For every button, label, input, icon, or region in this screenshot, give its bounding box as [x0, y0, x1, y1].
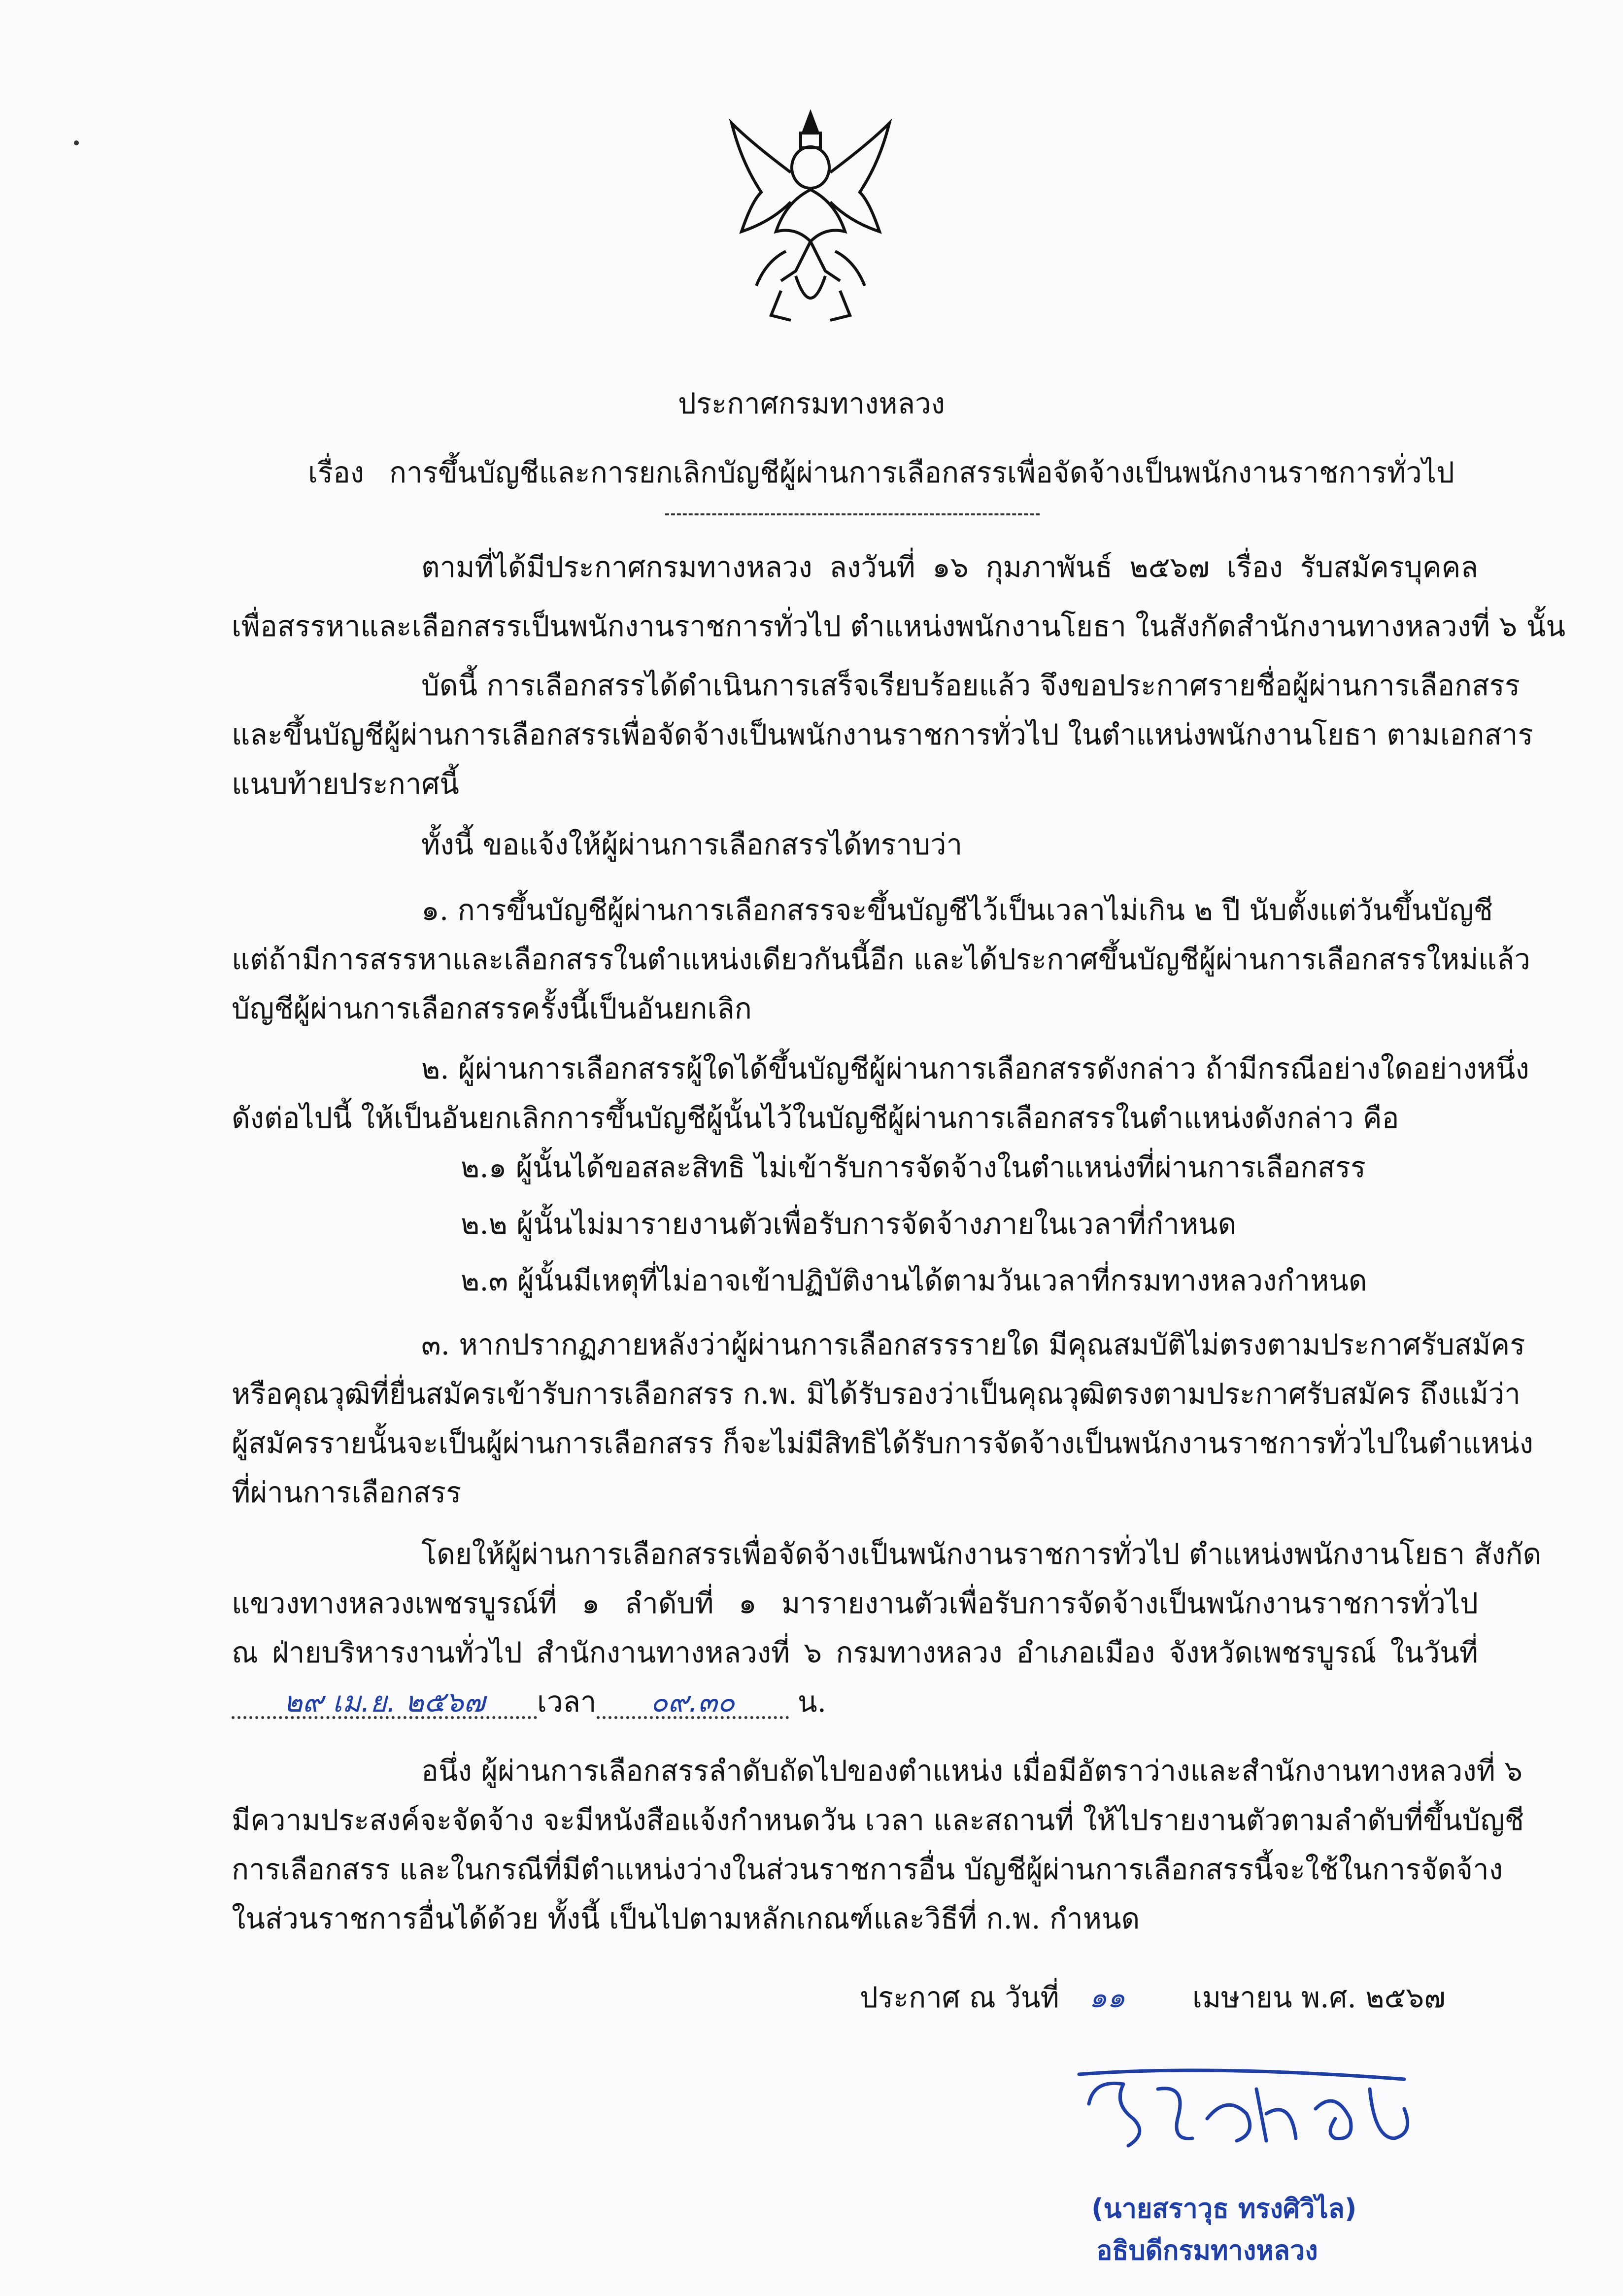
subject-label: เรื่อง	[308, 456, 365, 489]
announcement-date-prefix: ประกาศ ณ วันที่	[860, 1981, 1059, 2014]
paragraph-1-line-1: ตามที่ได้มีประกาศกรมทางหลวง ลงวันที่ ๑๖ กุมภาพันธ์ ๒๕๖๗ เรื่อง รับสมัครบุคคล	[421, 550, 1478, 584]
report-date: ๒๙ เม.ย. ๒๕๖๗	[283, 1685, 485, 1719]
report-datetime-line	[232, 1685, 827, 1719]
paragraph-5-line-2: มีความประสงค์จะจัดจ้าง จะมีหนังสือแจ้งกำหนดวัน เวลา และสถานที่ ให้ไปรายงานตัวตามลำดับที่ขึ้นบัญชี	[232, 1803, 1524, 1837]
item-3-line-3: ผู้สมัครรายนั้นจะเป็นผู้ผ่านการเลือกสรร ก็จะไม่มีสิทธิได้รับการจัดจ้างเป็นพนักงานราชการทั่วไปในตำแหน่ง	[232, 1426, 1533, 1460]
time-unit: น.	[797, 1685, 827, 1719]
item-1-line-2: แต่ถ้ามีการสรรหาและเลือกสรรในตำแหน่งเดียวกันนี้อีก และได้ประกาศขึ้นบัญชีผู้ผ่านการเลือกสรรใหม่แล้ว	[232, 943, 1530, 976]
item-2-line-1: ๒. ผู้ผ่านการเลือกสรรผู้ใดได้ขึ้นบัญชีผู้ผ่านการเลือกสรรดังกล่าว ถ้ามีกรณีอย่างใดอย่างหนึ่ง	[421, 1052, 1529, 1085]
paragraph-2-line-2: และขึ้นบัญชีผู้ผ่านการเลือกสรรเพื่อจัดจ้างเป็นพนักงานราชการทั่วไป ในตำแหน่งพนักงานโยธา ตามเอกสาร	[232, 718, 1533, 751]
item-2-2: ๒.๒ ผู้นั้นไม่มารายงานตัวเพื่อรับการจัดจ้างภายในเวลาที่กำหนด	[461, 1207, 1237, 1241]
paragraph-2-line-3: แนบท้ายประกาศนี้	[232, 767, 459, 801]
paragraph-4-line-3: ณ ฝ่ายบริหารงานทั่วไป สำนักงานทางหลวงที่ ๖ กรมทางหลวง อำเภอเมือง จังหวัดเพชรบูรณ์ ในวันที่	[232, 1636, 1478, 1669]
report-date-field	[232, 1685, 537, 1719]
report-time-field	[597, 1685, 789, 1719]
paragraph-4-line-2: แขวงทางหลวงเพชรบูรณ์ที่ ๑ ลำดับที่ ๑ มารายงานตัวเพื่อรับการจัดจ้างเป็นพนักงานราชการทั่วไป	[232, 1587, 1478, 1620]
subject-text: การขึ้นบัญชีและการยกเลิกบัญชีผู้ผ่านการเลือกสรรเพื่อจัดจ้างเป็นพนักงานราชการทั่วไป	[389, 456, 1454, 489]
time-label: เวลา	[537, 1685, 597, 1719]
announcement-title: ประกาศกรมทางหลวง	[678, 387, 945, 420]
item-3-line-2: หรือคุณวุฒิที่ยื่นสมัครเข้ารับการเลือกสรร ก.พ. มิได้รับรองว่าเป็นคุณวุฒิตรงตามประกาศรับสมัคร ถึงแม้ว่า	[232, 1377, 1521, 1411]
item-2-3: ๒.๓ ผู้นั้นมีเหตุที่ไม่อาจเข้าปฏิบัติงานได้ตามวันเวลาที่กรมทางหลวงกำหนด	[461, 1264, 1367, 1297]
item-2-1: ๒.๑ ผู้นั้นได้ขอสละสิทธิ ไม่เข้ารับการจัดจ้างในตำแหน่งที่ผ่านการเลือกสรร	[461, 1150, 1366, 1184]
paragraph-5-line-1: อนึ่ง ผู้ผ่านการเลือกสรรลำดับถัดไปของตำแหน่ง เมื่อมีอัตราว่างและสำนักงานทางหลวงที่ ๖	[421, 1754, 1523, 1788]
title-divider	[665, 513, 1040, 515]
garuda-emblem-icon	[722, 103, 899, 330]
paragraph-2-line-1: บัดนี้ การเลือกสรรได้ดำเนินการเสร็จเรียบร้อยแล้ว จึงขอประกาศรายชื่อผู้ผ่านการเลือกสรร	[421, 669, 1520, 702]
paragraph-4-line-1: โดยให้ผู้ผ่านการเลือกสรรเพื่อจัดจ้างเป็นพนักงานราชการทั่วไป ตำแหน่งพนักงานโยธา สังกัด	[421, 1537, 1542, 1571]
item-3-line-4: ที่ผ่านการเลือกสรร	[232, 1476, 462, 1509]
signer-title: อธิบดีกรมทางหลวง	[1096, 2235, 1318, 2266]
paragraph-3-line-1: ทั้งนี้ ขอแจ้งให้ผู้ผ่านการเลือกสรรได้ทราบว่า	[421, 828, 963, 861]
announcement-month-year: เมษายน พ.ศ. ๒๕๖๗	[1192, 1981, 1446, 2014]
item-3-line-1: ๓. หากปรากฏภายหลังว่าผู้ผ่านการเลือกสรรรายใด มีคุณสมบัติไม่ตรงตามประกาศรับสมัคร	[421, 1328, 1525, 1361]
report-time: ๐๙.๓๐	[650, 1685, 735, 1719]
scan-speck	[74, 140, 79, 145]
paragraph-5-line-4: ในส่วนราชการอื่นได้ด้วย ทั้งนี้ เป็นไปตามหลักเกณฑ์และวิธีที่ ก.พ. กำหนด	[232, 1902, 1140, 1935]
paragraph-5-line-3: การเลือกสรร และในกรณีที่มีตำแหน่งว่างในส่วนราชการอื่น บัญชีผู้ผ่านการเลือกสรรนี้จะใช้ในการจัดจ้าง	[232, 1853, 1503, 1886]
announcement-day: ๑๑	[1089, 1981, 1125, 2014]
signer-name: (นายสราวุธ ทรงศิวิไล)	[1091, 2193, 1357, 2224]
item-1-line-1: ๑. การขึ้นบัญชีผู้ผ่านการเลือกสรรจะขึ้นบัญชีไว้เป็นเวลาไม่เกิน ๒ ปี นับตั้งแต่วันขึ้นบัญชี	[421, 893, 1493, 927]
paragraph-1-line-2: เพื่อสรรหาและเลือกสรรเป็นพนักงานราชการทั่วไป ตำแหน่งพนักงานโยธา ในสังกัดสำนักงานทางหลวงที่ ๖ นั้น	[232, 609, 1566, 643]
item-1-line-3: บัญชีผู้ผ่านการเลือกสรรครั้งนี้เป็นอันยกเลิก	[232, 992, 752, 1025]
item-2-line-2: ดังต่อไปนี้ ให้เป็นอันยกเลิกการขึ้นบัญชีผู้นั้นไว้ในบัญชีผู้ผ่านการเลือกสรรในตำแหน่งดังกล่าว คือ	[232, 1101, 1399, 1135]
